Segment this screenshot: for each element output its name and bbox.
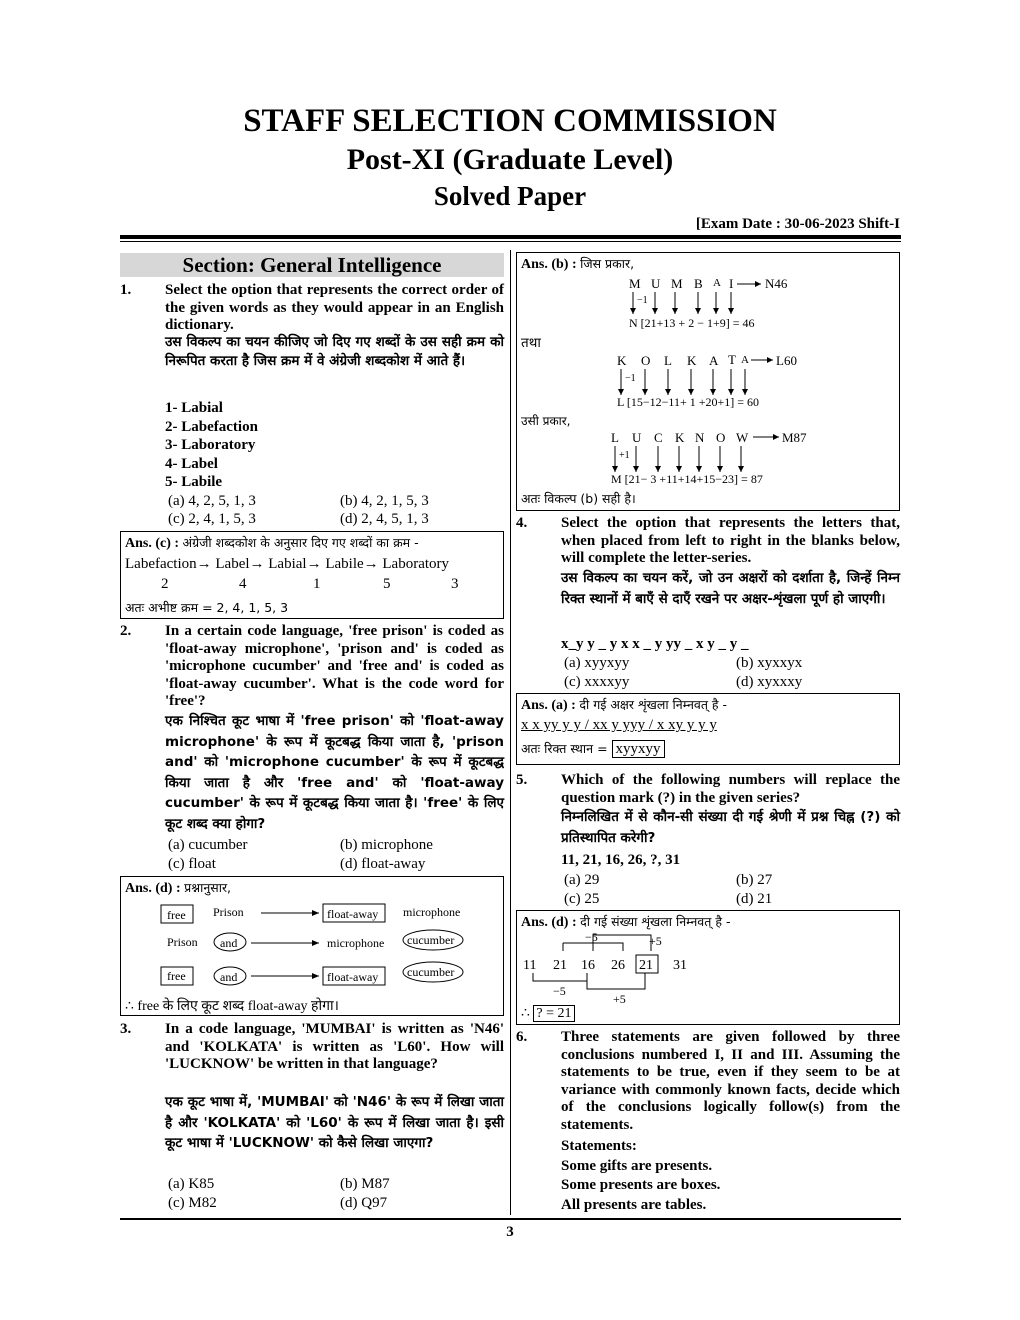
q1-text-en: Select the option that represents the correct order of the given words as they would appear in an English dictionary. bbox=[165, 282, 504, 333]
q3-shift: −1 bbox=[625, 373, 636, 384]
q5-answer-label: Ans. (d) : bbox=[521, 915, 577, 930]
q5-diff-top: −5 bbox=[585, 930, 598, 944]
q5-number: 11 bbox=[523, 958, 537, 973]
q6-statement: All presents are tables. bbox=[561, 1196, 707, 1213]
q1-answer-intro: अंग्रेजी शब्दकोश के अनुसार दिए गए शब्दों का क्रम - bbox=[182, 535, 419, 550]
q3-letter: M bbox=[629, 276, 641, 291]
q2-option-d: (d) float-away bbox=[340, 856, 426, 872]
q5-number: 26 bbox=[611, 958, 625, 973]
q1-word: 1- Labial bbox=[165, 400, 223, 416]
q5-number: 16 bbox=[581, 958, 595, 973]
q4-option-d: (d) xyxxxy bbox=[736, 674, 803, 690]
exam-date: [Exam Date : 30-06-2023 Shift-I bbox=[695, 216, 900, 232]
q2-option-b: (b) microphone bbox=[340, 837, 433, 853]
q3-letter: K bbox=[675, 430, 685, 445]
footer-rule bbox=[120, 1218, 901, 1220]
q2-code: cucumber bbox=[407, 965, 455, 979]
q3-code: N46 bbox=[765, 276, 788, 291]
q2-answer-label: Ans. (d) : bbox=[125, 881, 181, 896]
q3-letter: I bbox=[729, 276, 734, 291]
q2-result: ∴ free के लिए कूट शब्द float-away होगा। bbox=[125, 999, 339, 1014]
q3-option-a: (a) K85 bbox=[168, 1176, 215, 1192]
q5-option-c: (c) 25 bbox=[564, 891, 600, 907]
q4-text-hi: उस विकल्प का चयन करें, जो उन अक्षरों को दर्शाता है, जिन्हें निम्न रिक्त स्थानों में बाएँ से दाएँ रखने पर अक्षर-शृंखला पूर्ण हो जाएगी। bbox=[561, 570, 900, 607]
q5-series: 11, 21, 16, 26, ?, 31 bbox=[561, 852, 681, 868]
q5-answer-box bbox=[516, 910, 900, 1025]
q5-answer-intro: दी गई संख्या शृंखला निम्नवत् है - bbox=[580, 914, 731, 929]
q1-word: 2- Labefaction bbox=[165, 418, 258, 435]
q1-option-d: (d) 2, 4, 5, 1, 3 bbox=[340, 511, 429, 527]
q3-letter: W bbox=[736, 430, 749, 445]
q2-code-diagram bbox=[121, 877, 503, 1015]
q1-option-b: (b) 4, 2, 1, 5, 3 bbox=[340, 493, 429, 509]
q5-number: 5. bbox=[516, 772, 528, 788]
q3-answer-box bbox=[516, 252, 900, 511]
q2-word: Prison bbox=[213, 905, 244, 919]
q1-result: अतः अभीष्ट क्रम = 2, 4, 1, 5, 3 bbox=[125, 600, 289, 615]
q1-order-number: 1 bbox=[313, 576, 321, 592]
q3-calc: N [21+13 + 2 − 1+9] = 46 bbox=[629, 316, 755, 330]
q5-result-value: ? = 21 bbox=[533, 1005, 574, 1022]
q3-option-b: (b) M87 bbox=[340, 1176, 390, 1192]
q5-option-a: (a) 29 bbox=[564, 872, 600, 888]
q2-word: free bbox=[167, 908, 186, 922]
column-divider bbox=[510, 250, 511, 1215]
q1-order-number: 3 bbox=[451, 576, 459, 592]
q3-letter: L bbox=[611, 430, 619, 445]
q4-option-b: (b) xyxxyx bbox=[736, 655, 803, 671]
q3-tatha: तथा bbox=[521, 335, 541, 351]
q3-letter: L bbox=[664, 353, 672, 368]
q4-result-label: अतः रिक्त स्थान = bbox=[521, 741, 608, 756]
q1-order-number: 5 bbox=[383, 576, 391, 592]
title-line-3: Solved Paper bbox=[433, 181, 587, 211]
q2-code: microphone bbox=[327, 936, 385, 950]
q5-text-en: Which of the following numbers will replace the question mark (?) in the given series? bbox=[561, 772, 900, 806]
q3-letter: O bbox=[641, 353, 651, 368]
q6-statements bbox=[561, 1137, 720, 1215]
q3-letter: A bbox=[741, 354, 749, 366]
q2-word: Prison bbox=[167, 935, 198, 949]
q4-answer-series: x x yy y y / xx y yyy / x xy y y y bbox=[521, 717, 717, 733]
q5-diff-bottom: +5 bbox=[613, 992, 626, 1006]
q5-option-b: (b) 27 bbox=[736, 872, 773, 888]
q2-option-c: (c) float bbox=[168, 856, 216, 872]
q3-usi: उसी प्रकार, bbox=[521, 414, 571, 428]
q1-text-hi: उस विकल्प का चयन कीजिए जो दिए गए शब्दों के उस सही क्रम को निरूपित करता है जिस क्रम में वे अंग्रेजी शब्दकोश में आते हैं। bbox=[165, 334, 504, 369]
q6-statement: Some presents are boxes. bbox=[561, 1177, 721, 1193]
q2-answer-intro: प्रश्नानुसार, bbox=[184, 880, 232, 895]
q1-answer-label: Ans. (c) : bbox=[125, 536, 180, 551]
page-number: 3 bbox=[506, 1224, 514, 1240]
q4-answer-box bbox=[516, 693, 900, 765]
q6-text-en: Three statements are given followed by three conclusions numbered I, II and III. Assuming the statements to be true, even if they seem to be at variance with commonly known facts, decide which of the conclusions logically follow(s) from the statements. bbox=[561, 1029, 900, 1133]
q5-text-hi: निम्नलिखित में से कौन-सी संख्या दी गई श्रेणी में प्रश्न चिह्न (?) को प्रतिस्थापित करेगी? bbox=[561, 809, 900, 846]
q6-number: 6. bbox=[516, 1029, 528, 1045]
q2-answer-box bbox=[120, 876, 504, 1016]
q5-number: 21 bbox=[553, 958, 567, 973]
q5-diff-bottom: −5 bbox=[553, 984, 566, 998]
q1-order-number: 2 bbox=[161, 576, 169, 592]
q4-result-value: xyyxyy bbox=[612, 740, 665, 758]
q2-code: float-away bbox=[327, 907, 379, 921]
q3-answer-intro: जिस प्रकार, bbox=[580, 256, 635, 271]
q3-kolkata-group bbox=[617, 352, 797, 409]
q2-text-hi: एक निश्चित कूट भाषा में 'free prison' को 'float-away microphone' के रूप में कूटबद्ध किया जाता है, 'prison and' को 'microphone cucumber' के रूप में कूटबद्ध किया जाता है और 'free and' को 'float-away cucumber' के रूप में कूटबद्ध किया जाता है। 'free' के लिए कूट शब्द क्या होगा? bbox=[165, 713, 504, 832]
q6-statements-label: Statements: bbox=[561, 1138, 637, 1154]
q3-text-hi: एक कूट भाषा में, 'MUMBAI' को 'N46' के रूप में लिखा जाता है और 'KOLKATA' को 'L60' के रूप में लिखा जाता है। इसी कूट भाषा में 'LUCKNOW' को कैसे लिखा जाएगा? bbox=[165, 1094, 504, 1151]
q3-option-d: (d) Q97 bbox=[340, 1195, 388, 1211]
q1-option-a: (a) 4, 2, 5, 1, 3 bbox=[168, 493, 256, 509]
q3-letter: B bbox=[694, 276, 703, 291]
q2-text-en: In a certain code language, 'free prison' is coded as 'float-away microphone', 'prison and' is coded as 'microphone cucumber' and 'free and' is coded as 'float-away cucumber'. What is the code word for 'free'? bbox=[165, 623, 504, 709]
q1-answer-box bbox=[120, 531, 504, 619]
q3-calc: L [15−12−11+ 1 +20+1] = 60 bbox=[617, 395, 760, 409]
q4-series: x_y y _ y x x _ y yy _ x y _ y _ bbox=[561, 636, 749, 652]
q1-option-c: (c) 2, 4, 1, 5, 3 bbox=[168, 511, 256, 527]
q4-number: 4. bbox=[516, 515, 528, 531]
q5-bracket-bottom bbox=[587, 973, 645, 989]
q3-code: L60 bbox=[776, 353, 797, 368]
q3-answer-label: Ans. (b) : bbox=[521, 257, 577, 272]
q3-letter: C bbox=[654, 430, 663, 445]
q6-statement: Some gifts are presents. bbox=[561, 1157, 713, 1174]
header-rule bbox=[120, 235, 901, 239]
q5-number: 21 bbox=[639, 958, 653, 973]
q4-option-a: (a) xyyxyy bbox=[564, 655, 630, 671]
title-line-1: STAFF SELECTION COMMISSION bbox=[243, 103, 777, 139]
q2-number: 2. bbox=[120, 623, 132, 639]
q2-code: float-away bbox=[327, 970, 379, 984]
q3-shift: −1 bbox=[637, 295, 648, 306]
q1-number: 1. bbox=[120, 282, 132, 298]
q3-code-diagram bbox=[517, 253, 899, 510]
q3-lucknow-group bbox=[611, 430, 807, 486]
q3-calc: M [21− 3 +11+14+15−23] = 87 bbox=[611, 472, 763, 486]
q3-letter: M bbox=[671, 276, 683, 291]
q3-letter: O bbox=[716, 430, 726, 445]
q2-code: microphone bbox=[403, 905, 461, 919]
q1-word-list bbox=[165, 399, 258, 492]
q1-word: 4- Label bbox=[165, 455, 218, 472]
q3-text-en: In a code language, 'MUMBAI' is written as 'N46' and 'KOLKATA' is written as 'L60'. How will 'LUCKNOW' be written in that language? bbox=[165, 1021, 504, 1072]
q3-shift: +1 bbox=[619, 450, 630, 461]
q2-word: and bbox=[220, 970, 238, 984]
q3-letter: K bbox=[687, 353, 697, 368]
q4-option-c: (c) xxxxyy bbox=[564, 674, 630, 690]
q3-result: अतः विकल्प (b) सही है। bbox=[521, 491, 636, 506]
title-line-2: Post-XI (Graduate Level) bbox=[346, 143, 674, 176]
q5-bracket-bottom bbox=[533, 973, 587, 981]
q3-code: M87 bbox=[782, 430, 807, 445]
q5-option-d: (d) 21 bbox=[736, 891, 773, 907]
q3-option-c: (c) M82 bbox=[168, 1195, 217, 1211]
q1-order-line: Labefaction→ Label→ Labial→ Labile→ Laboratory bbox=[125, 556, 450, 572]
q2-code: cucumber bbox=[407, 933, 455, 947]
q2-word: free bbox=[167, 969, 186, 983]
q3-mumbai-group bbox=[629, 276, 788, 330]
q3-letter: T bbox=[728, 352, 736, 367]
q1-word: 3- Laboratory bbox=[165, 437, 256, 453]
q2-word: and bbox=[220, 936, 238, 950]
q3-letter: K bbox=[617, 353, 627, 368]
q5-result-prefix: ∴ bbox=[521, 1006, 530, 1021]
q3-letter: A bbox=[709, 353, 719, 368]
q1-order-number: 4 bbox=[239, 576, 247, 592]
q5-number: 31 bbox=[673, 958, 687, 973]
q3-letter: U bbox=[651, 276, 661, 291]
q5-diff-top: +5 bbox=[649, 934, 662, 948]
q1-word: 5- Labile bbox=[165, 474, 223, 490]
q4-text-en: Select the option that represents the letters that, when placed from left to right in the blanks below, will complete the letter-series. bbox=[561, 515, 900, 566]
header-rule-thin bbox=[120, 241, 901, 242]
q3-letter: N bbox=[695, 430, 705, 445]
q3-letter: U bbox=[632, 430, 642, 445]
q4-answer-intro: दी गई अक्षर शृंखला निम्नवत् है - bbox=[579, 697, 728, 712]
section-heading: Section: General Intelligence bbox=[120, 253, 504, 277]
q3-number: 3. bbox=[120, 1021, 132, 1037]
q4-answer-label: Ans. (a) : bbox=[521, 698, 576, 713]
q2-option-a: (a) cucumber bbox=[168, 837, 248, 853]
q3-letter: A bbox=[713, 277, 721, 289]
